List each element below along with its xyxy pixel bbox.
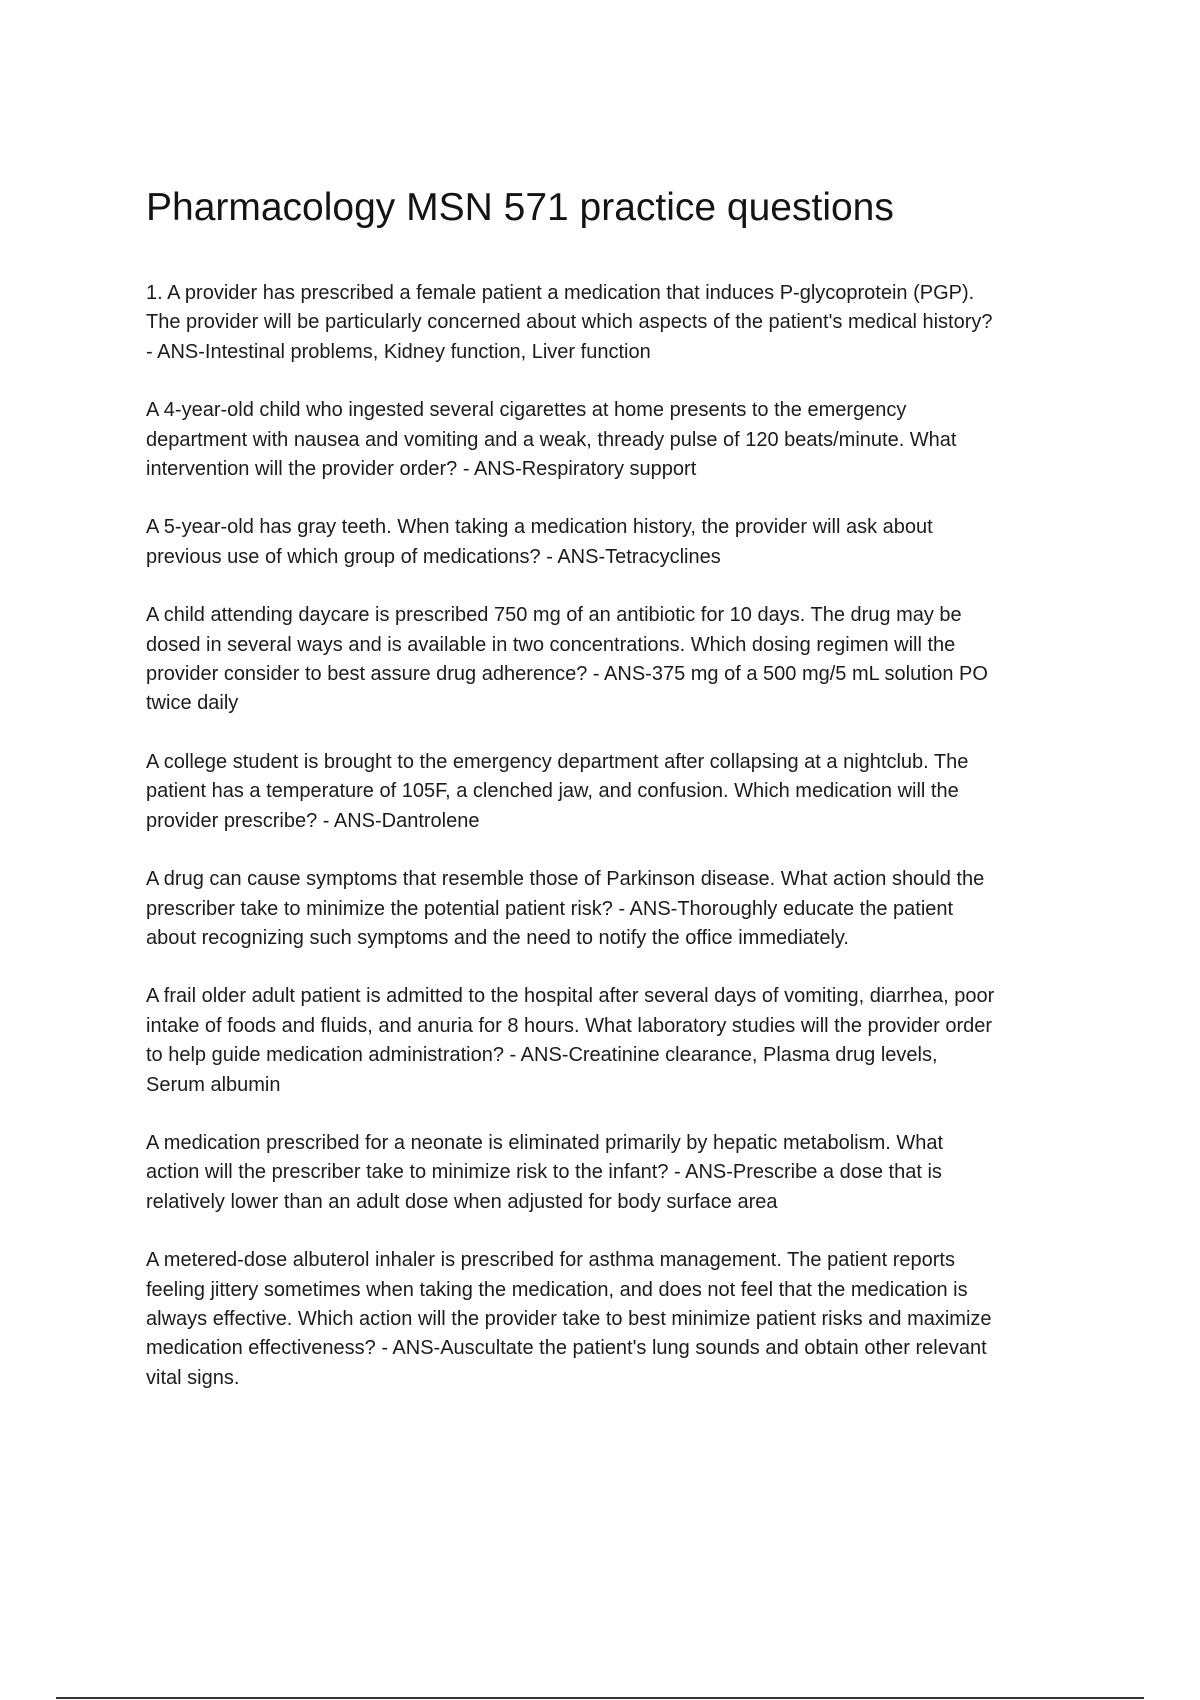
question-line: A 4-year-old child who ingested several cigarettes at home presents to the emergency (146, 399, 907, 422)
question-line: The provider will be particularly concerned about which aspects of the patient's medical history? (146, 311, 993, 334)
question-line: 1. A provider has prescribed a female patient a medication that induces P-glycoprotein (PGP). (146, 282, 975, 304)
question-item (146, 748, 1096, 836)
question-line: twice daily (146, 692, 239, 715)
question-line: action will the prescriber take to minimize risk to the infant? - ANS-Prescribe a dose that is (146, 1161, 942, 1184)
question-line: intake of foods and fluids, and anuria for 8 hours. What laboratory studies will the provider order (146, 1014, 993, 1037)
question-line: relatively lower than an adult dose when adjusted for body surface area (146, 1190, 778, 1213)
question-line: about recognizing such symptoms and the need to notify the office immediately. (146, 926, 849, 949)
question-line: medication effectiveness? - ANS-Auscultate the patient's lung sounds and obtain other relevant (146, 1337, 987, 1360)
question-line: A child attending daycare is prescribed 750 mg of an antibiotic for 10 days. The drug may be (146, 604, 962, 627)
question-line: A drug can cause symptoms that resemble those of Parkinson disease. What action should the (146, 868, 985, 891)
question-line: always effective. Which action will the provider take to best minimize patient risks and maximize (146, 1307, 992, 1330)
question-line: A metered-dose albuterol inhaler is prescribed for asthma management. The patient reports (146, 1249, 955, 1272)
question-line: A 5-year-old has gray teeth. When taking a medication history, the provider will ask about (146, 516, 933, 539)
question-line: patient has a temperature of 105F, a clenched jaw, and confusion. Which medication will the (146, 780, 959, 803)
question-line: provider prescribe? - ANS-Dantrolene (146, 809, 480, 832)
question-item (146, 396, 1096, 484)
question-line: intervention will the provider order? - ANS-Respiratory support (146, 458, 697, 481)
question-line: department with nausea and vomiting and a weak, thready pulse of 120 beats/minute. What (146, 428, 957, 451)
question-line: A college student is brought to the emergency department after collapsing at a nightclub. The (146, 750, 969, 773)
question-line: - ANS-Intestinal problems, Kidney function, Liver function (146, 340, 651, 363)
question-line: provider consider to best assure drug adherence? - ANS-375 mg of a 500 mg/5 mL solution PO (146, 663, 988, 686)
question-item (146, 1129, 1096, 1217)
question-item (146, 1246, 1096, 1393)
question-item (146, 982, 1096, 1100)
question-line: dosed in several ways and is available in two concentrations. Which dosing regimen will the (146, 633, 956, 656)
question-line: Serum albumin (146, 1073, 281, 1096)
question-item (146, 279, 1096, 367)
document-title: Pharmacology MSN 571 practice questions (146, 186, 894, 229)
question-line: A frail older adult patient is admitted to the hospital after several days of vomiting, diarrhea, poor (146, 985, 995, 1008)
question-item (146, 601, 1096, 719)
question-line: feeling jittery sometimes when taking the medication, and does not feel that the medication is (146, 1278, 968, 1301)
question-line: previous use of which group of medications? - ANS-Tetracyclines (146, 545, 721, 568)
question-line: A medication prescribed for a neonate is eliminated primarily by hepatic metabolism. What (146, 1131, 944, 1154)
question-list (146, 279, 1096, 1422)
question-item (146, 865, 1096, 953)
question-line: prescriber take to minimize the potential patient risk? - ANS-Thoroughly educate the patient (146, 897, 954, 920)
question-item (146, 513, 1096, 572)
question-line: vital signs. (146, 1366, 240, 1389)
page-bottom-rule (56, 1697, 1144, 1699)
question-line: to help guide medication administration? - ANS-Creatinine clearance, Plasma drug levels, (146, 1044, 938, 1067)
